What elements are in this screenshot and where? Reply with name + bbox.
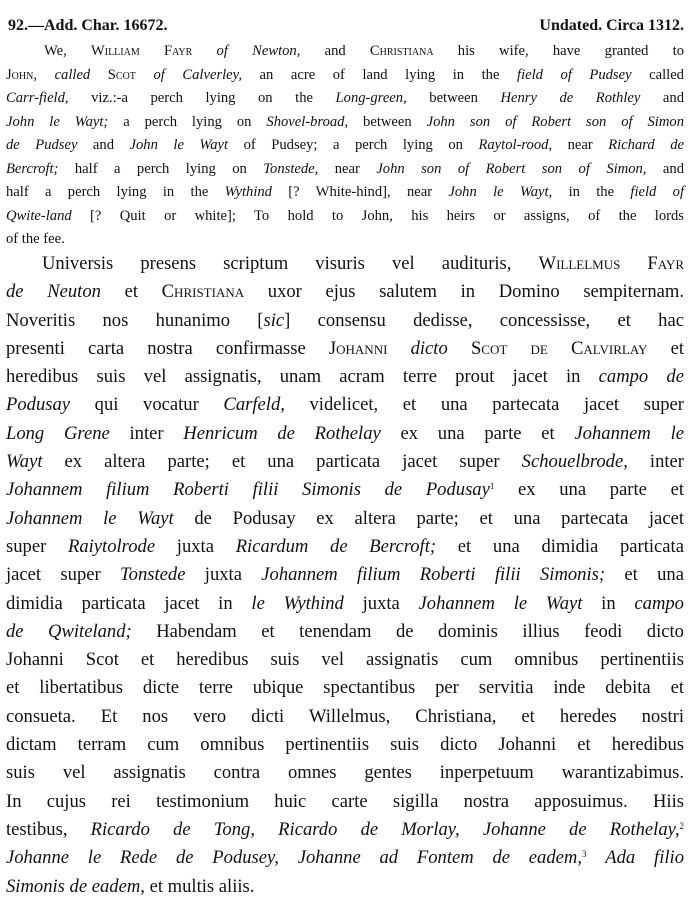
text-run: de Podusay ex altera parte; et una partecata jacet (173, 507, 684, 529)
italic-run: Ada filio (605, 847, 684, 869)
text-run: testibus, (6, 818, 91, 840)
italic-run: of Calverley, (153, 66, 242, 83)
italic-run: Johannem filium Roberti filii Simonis; (261, 564, 606, 586)
text-run: ] consensu dedisse, concessisse, et hac (284, 309, 684, 331)
text-line (6, 181, 684, 205)
small-caps-run: Johanni (328, 337, 388, 359)
italic-run: called (54, 66, 91, 83)
italic-run: Johanne ad Fontem de eadem, (297, 847, 582, 869)
text-run: Universis presens scriptum visuris vel audituris, (42, 253, 539, 274)
text-line (6, 158, 684, 182)
italic-run: John le Wayt; (6, 113, 109, 130)
text-line (6, 873, 684, 901)
italic-run: Johanne le Rede de Podusey, (6, 847, 279, 869)
italic-run: Johannem filium Roberti filii Simonis de Podusay (6, 479, 490, 501)
small-caps-run: Christiana (369, 43, 434, 59)
text-run: and (640, 90, 684, 106)
text-run: half a perch lying on (58, 160, 264, 177)
text-run (192, 43, 216, 59)
small-caps-run: Scot (107, 66, 136, 83)
small-caps-run: Scot de Calvirlay (470, 337, 648, 359)
italic-run: campo (634, 592, 684, 614)
text-run (586, 847, 605, 868)
italic-run: Long Grene (6, 422, 110, 444)
small-caps-run: William Fayr (90, 43, 193, 59)
text-line (6, 134, 684, 158)
text-line (6, 391, 684, 419)
text-line (6, 590, 684, 618)
text-run: et una dimidia particata (436, 535, 684, 557)
text-line (6, 674, 684, 702)
text-line (6, 363, 684, 391)
text-run: called (631, 66, 684, 83)
italic-run: Wayt (6, 451, 43, 473)
text-run (448, 338, 471, 359)
italic-run: Schouelbrode, (521, 451, 628, 473)
text-run: Habendam et tenendam de dominis illius feodi dicto (131, 620, 684, 642)
italic-run: Ricardo de Tong, (90, 818, 255, 840)
text-run: and (300, 43, 370, 59)
italic-run: Johannem le (574, 422, 684, 444)
small-caps-run: Willelmus Fayr (538, 253, 684, 274)
text-line (6, 816, 684, 844)
italic-run: Podusay (6, 394, 71, 416)
italic-run: Johannem le Wayt (6, 507, 174, 529)
text-line (6, 618, 684, 646)
text-run: consueta. Et nos vero dicti Willelmus, Christiana, et heredes nostri (6, 705, 684, 727)
text-run: dictam terram cum omnibus pertinentiis suis dicto Johanni et heredibus (6, 734, 684, 756)
italic-run: Long-green, (335, 90, 407, 106)
footnote-marker: 2 (679, 820, 684, 831)
text-line (6, 250, 684, 278)
text-line (6, 111, 684, 135)
text-run: Noveritis nos hunanimo [ (6, 309, 264, 331)
text-run: et una (605, 564, 684, 586)
text-run: juxta (343, 592, 419, 614)
text-line (6, 731, 684, 759)
footnote-marker: 1 (489, 481, 495, 492)
text-line (6, 476, 684, 504)
text-run: qui vocatur (70, 394, 224, 416)
text-run: [? Quit or white]; To hold to John, his heirs or assigns, of the lords (71, 207, 684, 224)
text-run: ex una parte et (380, 422, 575, 444)
italic-run: Henricum de Rothelay (183, 422, 381, 444)
text-run: juxta (155, 535, 236, 557)
text-run (90, 67, 108, 83)
italic-run: Henry de Rothley (500, 90, 641, 106)
text-run: and (77, 137, 130, 153)
text-line (6, 205, 684, 229)
italic-run: Wythind (224, 184, 272, 200)
text-run: dimidia particata jacet in (6, 592, 252, 614)
italic-run: Ricardum de Bercroft; (235, 535, 437, 557)
text-run: juxta (185, 564, 262, 586)
italic-run: John le Wayt, (448, 184, 553, 200)
charter-date: Undated. Circa 1312. (539, 17, 684, 34)
text-run: uxor ejus salutem in Domino sempiternam. (244, 281, 684, 303)
footnote-marker: 3 (581, 849, 587, 860)
text-line (6, 278, 684, 306)
italic-run: Tonstede (120, 564, 186, 586)
text-run: et libertatibus dicte terre ubique spectantibus per servitia inde debita et (6, 677, 684, 699)
text-run (136, 67, 154, 83)
text-run: near (318, 160, 377, 177)
italic-run: Simonis de eadem, (6, 875, 145, 897)
italic-run: Johanne de Rothelay, (482, 818, 680, 840)
text-line (6, 64, 684, 88)
text-run: inter (627, 451, 684, 473)
text-run (37, 67, 55, 83)
italic-run: dicto (410, 337, 448, 359)
italic-run: Carfeld, (223, 394, 285, 416)
text-line (6, 561, 684, 589)
small-caps-run: John, (6, 66, 37, 83)
english-abstract (6, 40, 684, 252)
italic-run: Shovel-broad, (266, 113, 349, 130)
italic-run: field of (630, 184, 684, 200)
text-run: et (647, 337, 684, 359)
text-line (6, 703, 684, 731)
italic-run: Carr-field, (6, 90, 69, 106)
text-run (387, 338, 410, 359)
text-run: his wife, have granted to (433, 43, 684, 59)
small-caps-run: Christiana (161, 281, 245, 303)
text-run (460, 819, 483, 840)
italic-run: Qwite-land (6, 207, 72, 224)
italic-run: John son of Robert son of Simon (426, 113, 684, 130)
italic-run: le Wythind (251, 592, 344, 614)
text-run: between (406, 90, 501, 106)
italic-run: Johannem le Wayt (418, 592, 583, 614)
text-line (6, 87, 684, 111)
charter-number: 92.—Add. Char. 16672. (8, 17, 168, 34)
text-line (6, 844, 684, 872)
text-run: et multis aliis. (144, 875, 255, 897)
italic-run: field of Pudsey (517, 66, 632, 83)
text-run: ex una parte et (494, 479, 684, 501)
text-run: heredibus suis vel assignatis, unam acram terre prout jacet in (6, 366, 599, 388)
italic-run: Raiytolrode (67, 535, 156, 557)
italic-run: de Qwiteland; (6, 620, 132, 642)
text-run: [? White-hind], near (271, 184, 449, 200)
text-run: in (582, 592, 635, 614)
text-run: et (100, 281, 162, 303)
italic-run: of Newton, (216, 43, 301, 59)
italic-run: Bercroft; (6, 160, 59, 177)
italic-run: Tonstede, (263, 160, 319, 177)
text-line (6, 759, 684, 787)
latin-charter-text (6, 250, 684, 901)
text-run (279, 847, 298, 868)
text-line (6, 505, 684, 533)
text-line (6, 40, 684, 64)
text-run: inter (109, 422, 184, 444)
text-run: near (552, 137, 609, 153)
text-line (6, 420, 684, 448)
italic-run: Raytol-rood, (478, 137, 553, 153)
text-run: an acre of land lying in the (241, 66, 518, 83)
text-run: videlicet, et una partecata jacet super (284, 394, 684, 416)
text-run: jacet super (6, 564, 121, 586)
italic-run: John son of Robert son of Simon, (376, 160, 647, 177)
text-run: of the fee. (6, 231, 65, 247)
text-run (255, 819, 278, 840)
text-run: and (646, 160, 684, 177)
italic-run: sic (263, 309, 285, 331)
italic-run: campo de (598, 366, 684, 388)
text-line (6, 448, 684, 476)
text-run: in the (552, 184, 631, 200)
text-run: presenti carta nostra confirmasse (6, 337, 329, 359)
italic-run: de Pudsey (6, 137, 78, 153)
text-line (6, 533, 684, 561)
text-run: between (348, 113, 427, 130)
text-run: In cujus rei testimonium huic carte sigilla nostra apposuimus. Hiis (6, 790, 684, 812)
text-line (6, 335, 684, 363)
text-run: viz.:-a perch lying on the (68, 90, 336, 106)
text-run: Johanni Scot et heredibus suis vel assignatis cum omnibus pertinentiis (6, 649, 684, 671)
italic-run: de Neuton (6, 281, 101, 303)
text-line (6, 646, 684, 674)
text-run: ex altera parte; et una particata jacet super (42, 451, 522, 473)
text-line (6, 228, 684, 252)
text-line (6, 788, 684, 816)
italic-run: Ricardo de Morlay, (278, 818, 460, 840)
text-line (6, 307, 684, 335)
text-run: suis vel assignatis contra omnes gentes inperpetuum warantizabimus. (6, 762, 684, 784)
text-run: We, (44, 43, 91, 59)
text-run: of Pudsey; a perch lying on (228, 137, 479, 153)
text-run: a perch lying on (108, 113, 267, 130)
text-run: super (6, 535, 68, 557)
italic-run: Richard de (608, 137, 684, 153)
italic-run: John le Wayt (129, 137, 229, 153)
text-run: half a perch lying in the (6, 184, 225, 200)
